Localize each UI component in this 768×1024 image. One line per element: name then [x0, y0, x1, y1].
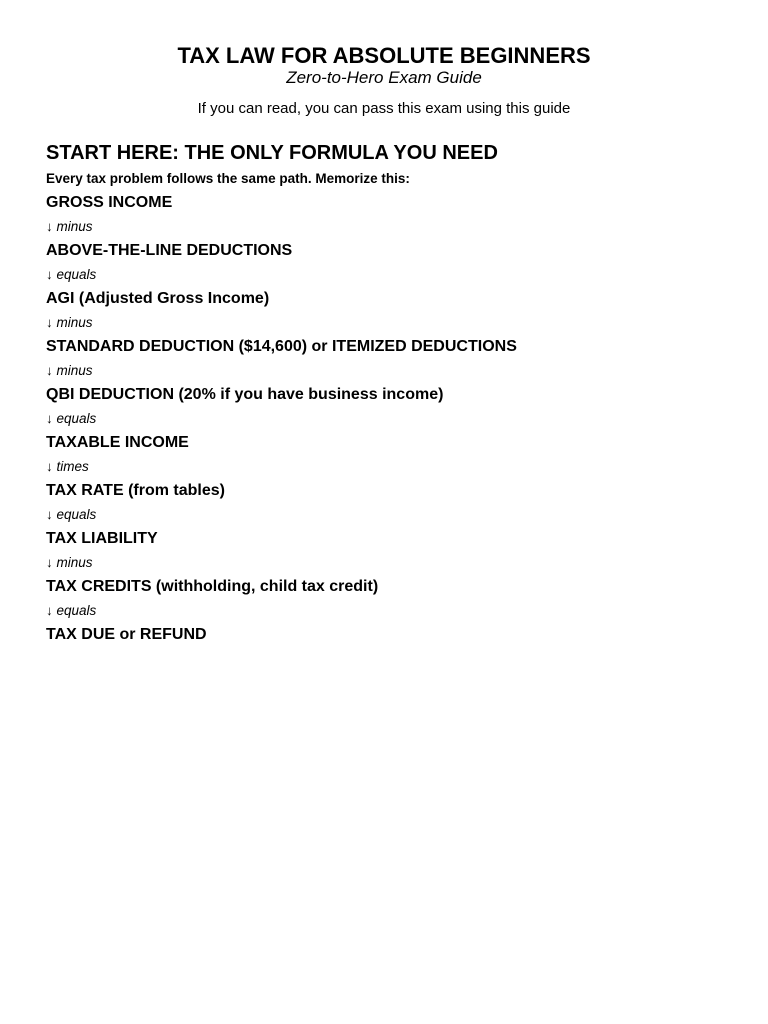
document-title: TAX LAW FOR ABSOLUTE BEGINNERS: [177, 43, 591, 68]
formula-step: AGI (Adjusted Gross Income): [46, 290, 270, 307]
formula-operator: [46, 455, 517, 479]
down-arrow-icon: ↓: [46, 459, 53, 474]
formula-step: TAX RATE (from tables): [46, 482, 225, 499]
operator-label: equals: [56, 411, 97, 426]
operator-label: minus: [56, 555, 93, 570]
formula-step: TAX LIABILITY: [46, 530, 158, 547]
down-arrow-icon: ↓: [46, 363, 53, 378]
document-tagline: If you can read, you can pass this exam using this guide: [197, 100, 571, 117]
down-arrow-icon: ↓: [46, 555, 53, 570]
document-subtitle: Zero-to-Hero Exam Guide: [286, 68, 482, 87]
formula-operator: [46, 311, 517, 335]
formula-step: TAX CREDITS (withholding, child tax credit): [46, 578, 379, 595]
operator-label: minus: [56, 363, 93, 378]
formula-operator: [46, 263, 517, 287]
formula-step: STANDARD DEDUCTION ($14,600) or ITEMIZED DEDUCTIONS: [46, 338, 517, 355]
operator-label: minus: [56, 219, 93, 234]
section-intro: Every tax problem follows the same path. Memorize this:: [46, 171, 410, 186]
down-arrow-icon: ↓: [46, 507, 53, 522]
operator-label: equals: [56, 507, 97, 522]
formula-step: TAXABLE INCOME: [46, 434, 189, 451]
formula-operator: [46, 215, 517, 239]
formula-step: TAX DUE or REFUND: [46, 626, 207, 643]
formula-step: QBI DEDUCTION (20% if you have business income): [46, 386, 444, 403]
operator-label: equals: [56, 603, 97, 618]
down-arrow-icon: ↓: [46, 411, 53, 426]
down-arrow-icon: ↓: [46, 267, 53, 282]
down-arrow-icon: ↓: [46, 603, 53, 618]
formula-operator: [46, 599, 517, 623]
formula-operator: [46, 551, 517, 575]
operator-label: times: [56, 459, 89, 474]
operator-label: equals: [56, 267, 97, 282]
section-heading: START HERE: THE ONLY FORMULA YOU NEED: [46, 142, 498, 164]
down-arrow-icon: ↓: [46, 315, 53, 330]
formula-operator: [46, 503, 517, 527]
formula-operator: [46, 407, 517, 431]
formula-operator: [46, 359, 517, 383]
formula-step: ABOVE-THE-LINE DEDUCTIONS: [46, 242, 293, 259]
tax-formula-flow: [46, 191, 517, 647]
down-arrow-icon: ↓: [46, 219, 53, 234]
formula-step: GROSS INCOME: [46, 194, 173, 211]
operator-label: minus: [56, 315, 93, 330]
